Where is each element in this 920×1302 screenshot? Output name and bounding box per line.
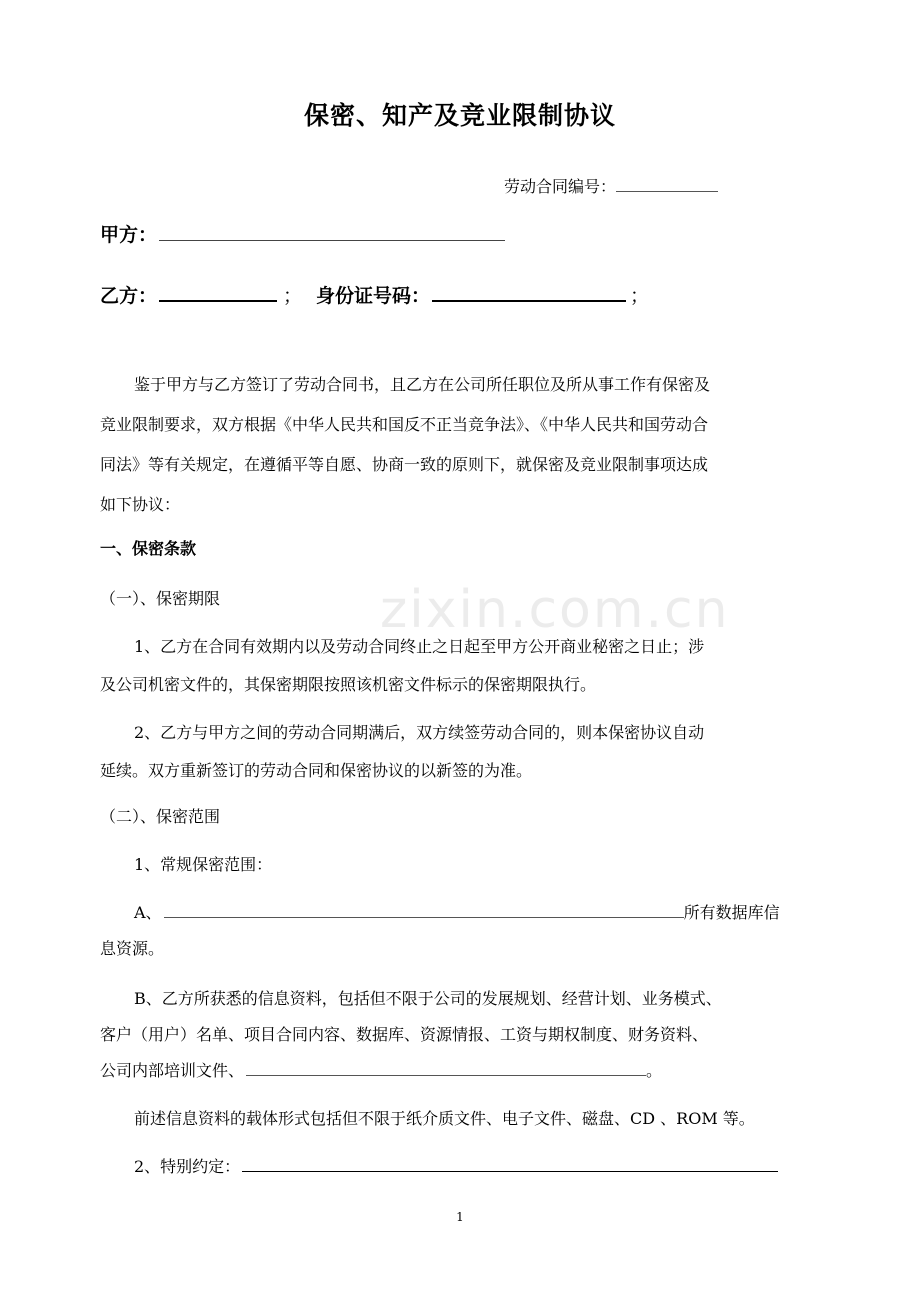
sub2-b-line-1: B、乙方所获悉的信息资料，包括但不限于公司的发展规划、经营计划、业务模式、 [134,989,722,1008]
id-number-separator: ； [630,285,650,307]
sub2-b-blank [246,1061,646,1076]
party-b-line [100,281,649,308]
contract-number-label: 劳动合同编号： [504,177,617,196]
party-a-line [100,220,505,247]
party-b-separator: ； [283,285,303,307]
page-number: 1 [456,1210,464,1224]
id-number-blank [432,282,626,302]
sub2-a-line-2: 息资源。 [100,939,165,958]
section-1-title: 一、保密条款 [100,539,197,558]
carrier-line: 前述信息资料的载体形式包括但不限于纸介质文件、电子文件、磁盘、CD 、ROM 等。 [134,1109,755,1128]
sub2-b-line-2: 客户（用户）名单、项目合同内容、数据库、资源情报、工资与期权制度、财务资料、 [100,1025,709,1044]
sub2-b-line-3-suffix: 。 [646,1061,663,1080]
sub1-p1-line-2: 及公司机密文件的，其保密期限按照该机密文件标示的保密期限执行。 [100,675,597,694]
intro-line-1: 鉴于甲方与乙方签订了劳动合同书，且乙方在公司所任职位及所从事工作有保密及 [134,375,711,394]
special-agreement-line [134,1154,778,1177]
party-a-blank [159,222,505,241]
id-number-label: 身份证号码： [316,285,431,307]
sub2-a-blank [164,903,684,918]
intro-line-3: 同法》等有关规定，在遵循平等自愿、协商一致的原则下，就保密及竞业限制事项达成 [100,455,709,474]
sub2-a-suffix: 所有数据库信 [683,903,780,922]
party-b-label: 乙方： [100,285,158,307]
subsection-1-title: （一）、保密期限 [100,589,221,608]
sub2-a-line-1 [134,900,780,923]
sub1-p1-line-1: 1、乙方在合同有效期内以及劳动合同终止之日起至甲方公开商业秘密之日止；涉 [134,637,705,656]
sub2-item-1: 1、常规保密范围： [134,855,273,874]
sub1-p2-line-2: 延续。双方重新签订的劳动合同和保密协议的以新签的为准。 [100,761,533,780]
sub1-p2-line-1: 2、乙方与甲方之间的劳动合同期满后，双方续签劳动合同的，则本保密协议自动 [134,723,705,742]
intro-line-2: 竞业限制要求，双方根据《中华人民共和国反不正当竞争法》、《中华人民共和国劳动合 [100,415,709,434]
sub2-a-prefix: A、 [134,903,162,922]
document-title: 保密、知产及竞业限制协议 [303,101,616,130]
intro-line-4: 如下协议： [100,495,181,514]
party-a-label: 甲方： [100,224,158,246]
contract-number-line [504,174,718,197]
special-agreement-blank [242,1155,778,1172]
watermark: zixin.com.cn [380,580,730,640]
contract-number-blank [616,177,718,192]
special-agreement-label: 2、特别约定： [134,1157,241,1176]
subsection-2-title: （二）、保密范围 [100,807,221,826]
sub2-b-line-3 [100,1058,662,1081]
sub2-b-line-3-prefix: 公司内部培训文件、 [100,1061,245,1080]
party-b-blank [159,282,277,302]
